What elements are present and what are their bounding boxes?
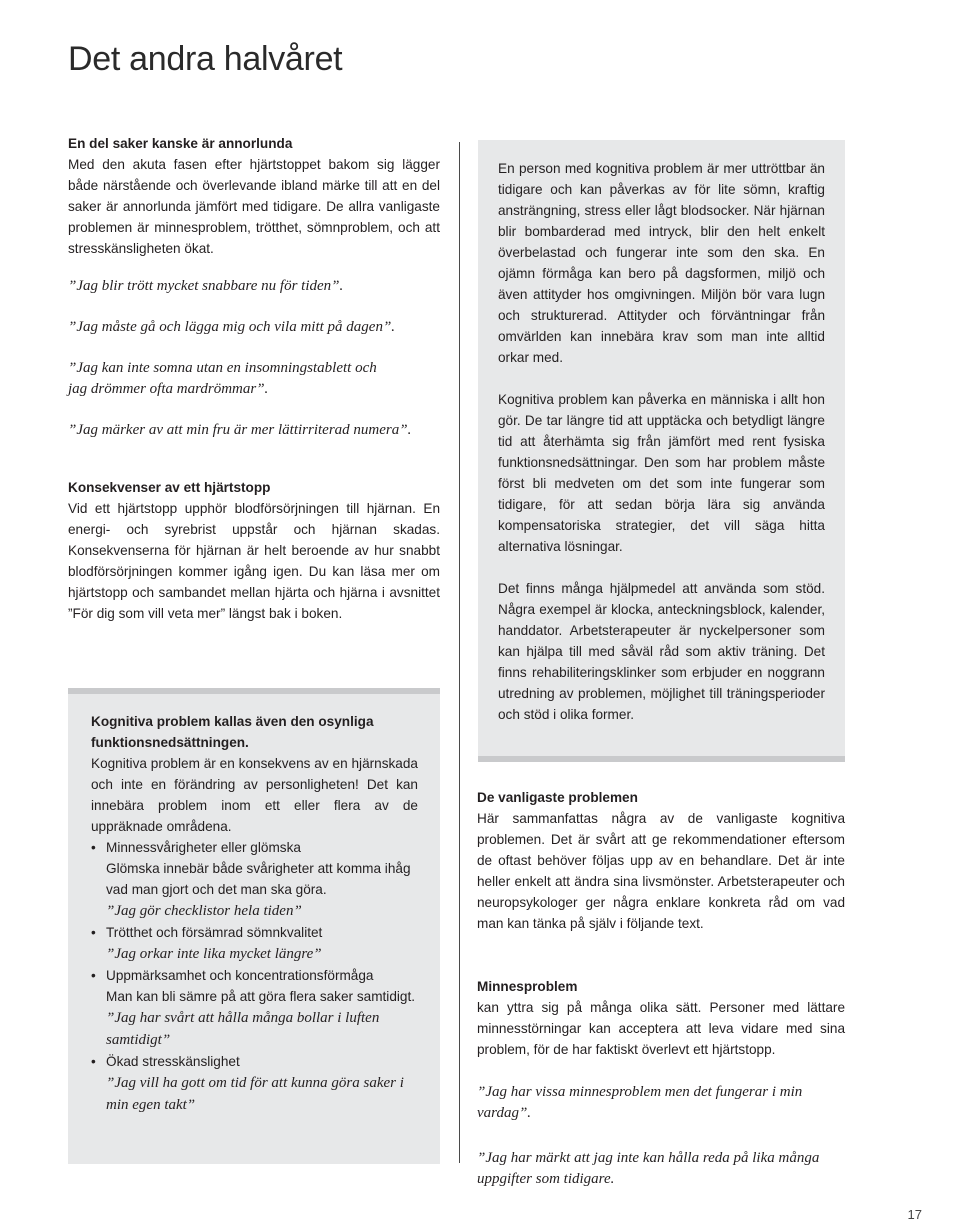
section-heading-konsekvenser: Konsekvenser av ett hjärtstopp [68,480,271,495]
column-divider [459,142,460,1163]
box-left-intro: Kognitiva problem är en konsekvens av en hjärnskada och inte en förändring av personligheten! Det kan innebära problem inom ett eller flera av de uppräknade områdena. [91,756,418,834]
page-title: Det andra halvåret [68,40,343,78]
box-right-paragraph-3: Det finns många hjälpmedel att använda som stöd. Några exempel är klocka, anteckningsblock, kalender, handdator. Arbetsterapeuter är nyckelpersoner som kan hjälpa till med såväl råd som aktiv träning. Det finns rehabiliteringsklinker som erbjuder en noggrann utredning av problemen, möjlighet till träningsperioder och stöd i olika former. [498,581,825,722]
left-column [68,133,440,624]
page-number: 17 [907,1207,922,1222]
box-right-paragraph-2: Kognitiva problem kan påverka en människa i allt hon gör. De tar längre tid att upptäcka och betydligt längre tid att återhämta sig från jämfört med rent fysiska funktionsnedsättningar. Den som har problem måste först bli medveten om det som inte fungerar som tidigare, för att sedan börja lära sig använda kompensatoriska strategier, det vill säga hitta alternativa lösningar. [498,392,825,554]
list-item-quote: ”Jag orkar inte lika mycket längre” [106,946,322,962]
bullet-icon: • [91,925,96,940]
list-item-quote: ”Jag vill ha gott om tid för att kunna göra saker i min egen takt” [106,1075,404,1113]
list-item [91,965,418,1051]
bullet-icon: • [91,1054,96,1069]
list-item-text: Man kan bli sämre på att göra flera saker samtidigt. [106,989,416,1004]
info-box-right-text [498,158,825,725]
box-right-paragraph-1: En person med kognitiva problem är mer uttröttbar än tidigare och kan påverkas av för lite sömn, kraftig ansträngning, stress eller lågt blodsocker. När hjärnan blir bombarderad med intryck, blir den helt enkelt överbelastad och fungerar inte som den ska. En ojämn förmåga kan bero på dagsformen, miljö och även attityder hos omgivningen. Miljön bör vara lugn och strukturerad. Attityder och förväntningar från omvärlden kan innebära krav som man inte alltid orkar med. [498,161,825,365]
list-item-quote: ”Jag gör checklistor hela tiden” [106,903,302,919]
quote-minne-2: ”Jag har märkt att jag inte kan hålla reda på lika många uppgifter som tidigare. [477,1150,820,1187]
quote-3: ”Jag kan inte somna utan en insomningstablett och jag drömmer ofta mardrömmar”. [68,360,377,397]
list-item-label: Ökad stresskänslighet [106,1054,240,1069]
list-item [91,922,418,965]
right-lower-column [477,787,845,1190]
section-heading-vanligaste: De vanligaste problemen [477,790,638,805]
quote-4: ”Jag märker av att min fru är mer lättirriterad numera”. [68,422,412,438]
list-item-label: Uppmärksamhet och koncentrationsförmåga [106,968,374,983]
quote-minne-1: ”Jag har vissa minnesproblem men det fungerar i min vardag”. [477,1084,803,1121]
section-body-annorlunda: Med den akuta fasen efter hjärtstoppet bakom sig lägger både närstående och överlevande ibland märke till att en del saker är annorlunda jämfört med tidigare. De allra vanligaste problemen är minnesproblem, trötthet, sömnproblem, och att stresskänsligheten ökat. [68,157,440,256]
list-item-label: Trötthet och försämrad sömnkvalitet [106,925,323,940]
section-heading-annorlunda: En del saker kanske är annorlunda [68,136,293,151]
quote-1: ”Jag blir trött mycket snabbare nu för tiden”. [68,278,344,294]
section-body-konsekvenser: Vid ett hjärtstopp upphör blodförsörjningen till hjärnan. En energi- och syrebrist uppstår och hjärnan skadas. Konsekvenserna för hjärnan är helt beroende av hur snabbt blodförsörjningen kommer igång igen. Du kan läsa mer om hjärtstopp och sambandet mellan hjärta och hjärna i avsnittet ”För dig som vill veta mer” längst bak i boken. [68,501,440,621]
quote-2: ”Jag måste gå och lägga mig och vila mitt på dagen”. [68,319,396,335]
list-item-quote: ”Jag har svårt att hålla många bollar i luften samtidigt” [106,1010,380,1048]
section-body-vanligaste: Här sammanfattas några av de vanligaste kognitiva problemen. Det är svårt att ge rekommendationer eftersom de oftast behöver följas upp av en behandlare. Det är inte heller enkelt att ändra sina livsmönster. Arbetsterapeuter och neuropsykologer ger några enklare konkreta råd om vad man kan tänka på själv i följande text. [477,811,845,931]
list-item-text: Glömska innebär både svårigheter att komma ihåg vad man gjort och det man ska göra. [106,861,411,897]
list-item-label: Minnessvårigheter eller glömska [106,840,301,855]
list-item [91,1051,418,1116]
info-box-left-text [91,711,418,1116]
list-item [91,837,418,922]
bullet-icon: • [91,840,96,855]
bullet-icon: • [91,968,96,983]
box-left-heading: Kognitiva problem kallas även den osynliga funktionsnedsättningen. [91,714,374,750]
section-body-minnesproblem: kan yttra sig på många olika sätt. Personer med lättare minnesstörningar kan acceptera att leva vidare med sina problem, för de har faktiskt överlevt ett hjärtstopp. [477,1000,845,1057]
section-heading-minnesproblem: Minnesproblem [477,979,578,994]
cognitive-problem-list [91,837,418,1116]
